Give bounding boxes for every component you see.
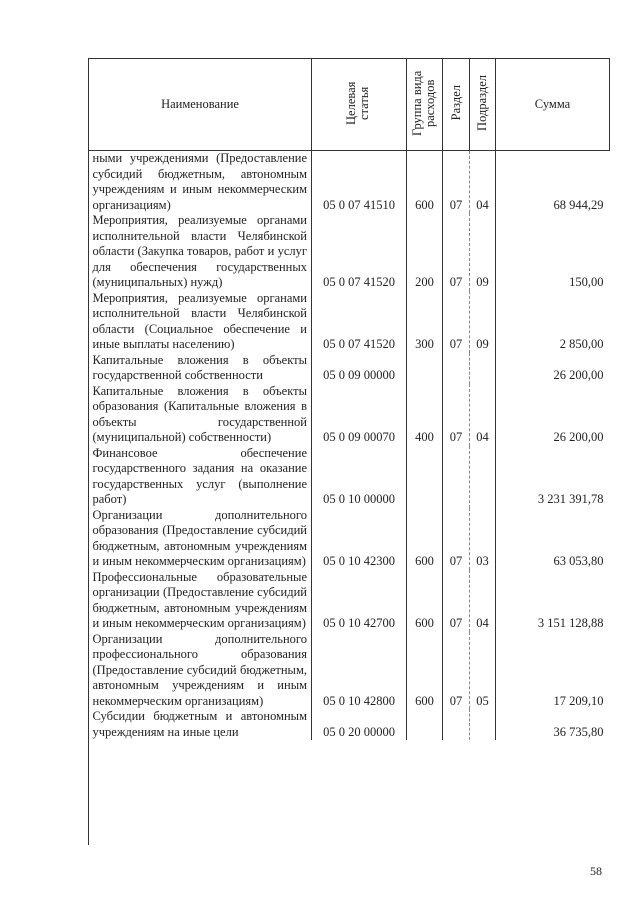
row-expense-group: 200 bbox=[407, 213, 443, 291]
row-name: Мероприятия, реализуемые органами исполнительной власти Челябинской области (Социальное обеспечение и иные выплаты населению) bbox=[89, 291, 312, 353]
row-target-article: 05 0 09 00070 bbox=[312, 384, 407, 446]
row-subsection: 05 bbox=[470, 632, 496, 710]
row-section: 07 bbox=[443, 291, 470, 353]
row-sum: 150,00 bbox=[569, 275, 604, 289]
page-number: 58 bbox=[590, 864, 602, 878]
row-sum: 2 850,00 bbox=[559, 337, 604, 351]
header-expense-group bbox=[407, 59, 443, 151]
row-target-article: 05 0 10 00000 bbox=[312, 446, 407, 508]
row-name: Организации дополнительного образования (Предоставление субсидий бюджетным, автономным учреждениям и иным некоммерческим организациям) bbox=[89, 508, 312, 570]
row-expense-group: 600 bbox=[407, 570, 443, 632]
header-target-article-label: Целевая статья bbox=[344, 80, 371, 125]
header-subsection bbox=[470, 59, 496, 151]
table-row bbox=[89, 632, 610, 710]
table-row bbox=[89, 709, 610, 740]
row-target-article: 05 0 07 41520 bbox=[312, 213, 407, 291]
row-expense-group bbox=[407, 709, 443, 740]
row-section bbox=[443, 446, 470, 508]
table-row bbox=[89, 384, 610, 446]
row-target-article: 05 0 10 42700 bbox=[312, 570, 407, 632]
budget-table bbox=[88, 58, 610, 740]
row-target-article: 05 0 07 41520 bbox=[312, 291, 407, 353]
row-sum: 3 231 391,78 bbox=[537, 492, 604, 506]
row-name: Мероприятия, реализуемые органами исполнительной власти Челябинской области (Закупка товаров, работ и услуг для обеспечения государственных (муниципальных) нужд) bbox=[89, 213, 312, 291]
row-subsection: 04 bbox=[470, 151, 496, 214]
header-sum: Сумма bbox=[496, 59, 610, 151]
row-section: 07 bbox=[443, 632, 470, 710]
row-subsection: 04 bbox=[470, 384, 496, 446]
row-target-article: 05 0 09 00000 bbox=[312, 353, 407, 384]
row-name: Субсидии бюджетным и автономным учреждениям на иные цели bbox=[89, 709, 312, 740]
row-sum: 26 200,00 bbox=[553, 430, 604, 444]
row-sum: 63 053,80 bbox=[553, 554, 604, 568]
row-subsection: 09 bbox=[470, 291, 496, 353]
table-row bbox=[89, 508, 610, 570]
row-target-article: 05 0 10 42300 bbox=[312, 508, 407, 570]
row-subsection bbox=[470, 353, 496, 384]
row-target-article: 05 0 10 42800 bbox=[312, 632, 407, 710]
row-expense-group: 600 bbox=[407, 508, 443, 570]
table-left-border bbox=[88, 149, 89, 845]
header-section bbox=[443, 59, 470, 151]
table-row bbox=[89, 151, 610, 214]
row-subsection bbox=[470, 709, 496, 740]
row-sum: 26 200,00 bbox=[553, 368, 604, 382]
row-subsection: 03 bbox=[470, 508, 496, 570]
row-subsection: 04 bbox=[470, 570, 496, 632]
row-name: Капитальные вложения в объекты государственной собственности bbox=[89, 353, 312, 384]
row-expense-group: 600 bbox=[407, 151, 443, 214]
row-name: ными учреждениями (Предоставление субсидий бюджетным, автономным учреждениям и иным некоммерческим организациям) bbox=[89, 151, 312, 214]
row-expense-group: 300 bbox=[407, 291, 443, 353]
table-row bbox=[89, 291, 610, 353]
row-sum: 36 735,80 bbox=[553, 724, 604, 739]
table-row bbox=[89, 570, 610, 632]
row-sum: 68 944,29 bbox=[553, 197, 604, 212]
row-target-article: 05 0 20 00000 bbox=[312, 709, 407, 740]
table-row bbox=[89, 213, 610, 291]
row-section bbox=[443, 353, 470, 384]
header-section-label: Раздел bbox=[448, 84, 463, 121]
row-section: 07 bbox=[443, 384, 470, 446]
row-subsection: 09 bbox=[470, 213, 496, 291]
row-section: 07 bbox=[443, 508, 470, 570]
header-target-article bbox=[312, 59, 407, 151]
row-name: Организации дополнительного профессионального образования (Предоставление субсидий бюджетным, автономным учреждениям и иным некоммерческим организациям) bbox=[89, 632, 312, 710]
row-expense-group: 600 bbox=[407, 632, 443, 710]
row-subsection bbox=[470, 446, 496, 508]
row-name: Капитальные вложения в объекты образования (Капитальные вложения в объекты государственной (муниципальной) собственности) bbox=[89, 384, 312, 446]
row-expense-group: 400 bbox=[407, 384, 443, 446]
table-row bbox=[89, 446, 610, 508]
table-header-row bbox=[89, 59, 610, 151]
header-expense-group-label: Группа вида расходов bbox=[409, 69, 437, 136]
header-name: Наименование bbox=[89, 59, 312, 151]
row-target-article: 05 0 07 41510 bbox=[312, 151, 407, 214]
row-name: Профессиональные образовательные организации (Предоставление субсидий бюджетным, автономным учреждениям и иным некоммерческим организациям) bbox=[89, 570, 312, 632]
table-row bbox=[89, 353, 610, 384]
row-sum: 17 209,10 bbox=[553, 693, 604, 708]
row-section: 07 bbox=[443, 570, 470, 632]
row-expense-group bbox=[407, 446, 443, 508]
header-subsection-label: Подраздел bbox=[475, 74, 489, 131]
row-section bbox=[443, 709, 470, 740]
row-sum: 3 151 128,88 bbox=[537, 616, 604, 630]
row-section: 07 bbox=[443, 213, 470, 291]
row-name: Финансовое обеспечение государственного задания на оказание государственных услуг (выполнение работ) bbox=[89, 446, 312, 508]
row-expense-group bbox=[407, 353, 443, 384]
row-section: 07 bbox=[443, 151, 470, 214]
